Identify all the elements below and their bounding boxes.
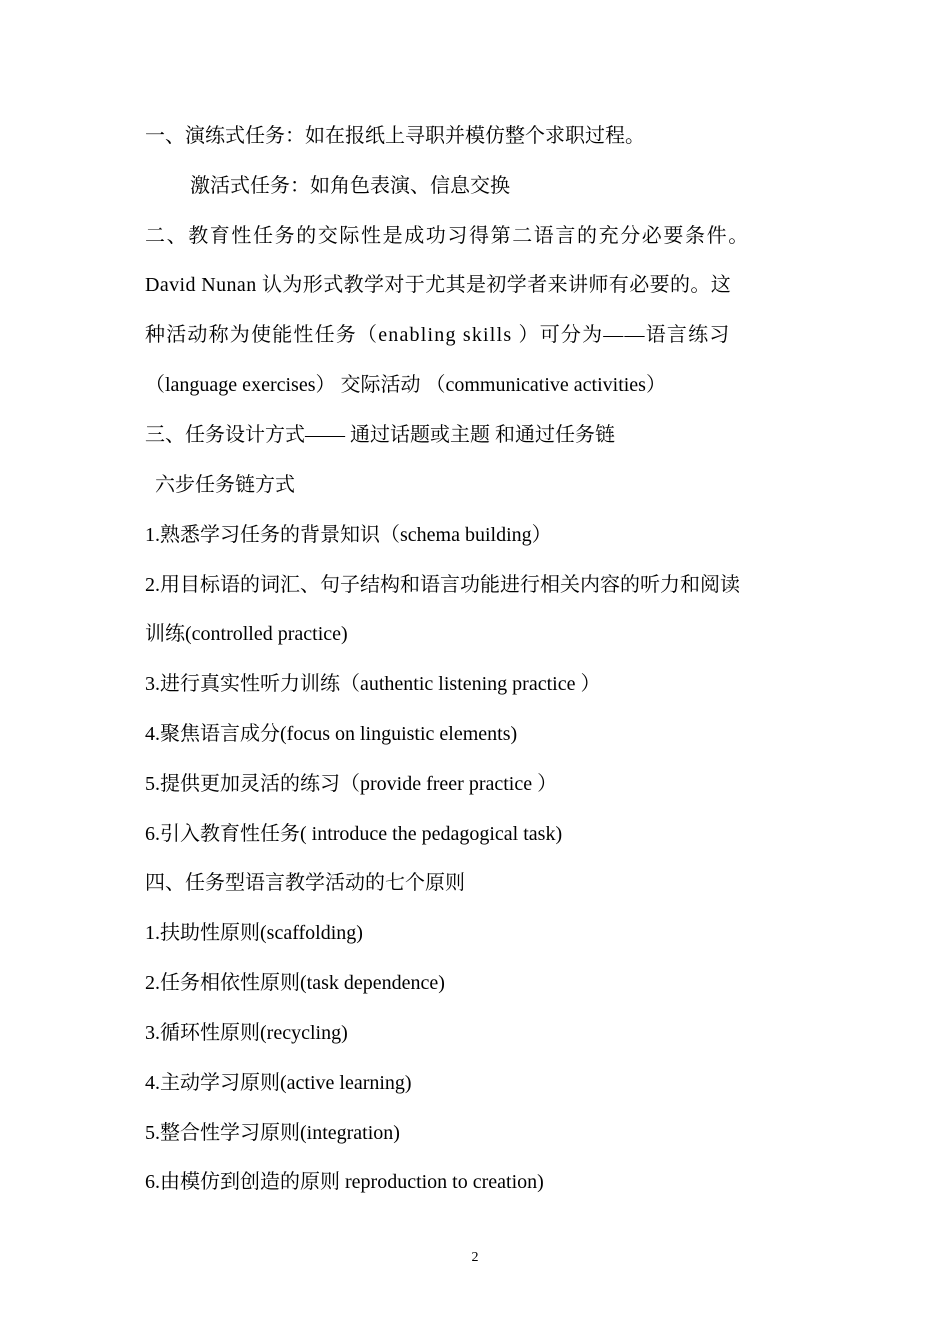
text-line: 二、教育性任务的交际性是成功习得第二语言的充分必要条件。: [145, 225, 750, 247]
text-line: 三、任务设计方式—— 通过话题或主题 和通过任务链: [145, 424, 615, 446]
text-line: 训练(controlled practice): [145, 623, 348, 645]
text-line: David Nunan 认为形式教学对于尤其是初学者来讲师有必要的。这: [145, 274, 732, 296]
text-line: 激活式任务：如角色表演、信息交换: [190, 175, 510, 197]
text-line: 3.循环性原则(recycling): [145, 1022, 348, 1044]
text-line: 5.整合性学习原则(integration): [145, 1122, 400, 1144]
text-line: 4.主动学习原则(active learning): [145, 1072, 412, 1094]
text-line: 3.进行真实性听力训练（authentic listening practice ）: [145, 673, 601, 695]
text-line: 2.任务相依性原则(task dependence): [145, 972, 445, 994]
text-line: 1.熟悉学习任务的背景知识（schema building）: [145, 524, 552, 546]
text-line: 4.聚焦语言成分(focus on linguistic elements): [145, 723, 518, 745]
text-line: 6.由模仿到创造的原则 reproduction to creation): [145, 1171, 544, 1193]
text-line: 1.扶助性原则(scaffolding): [145, 922, 363, 944]
text-line: 5.提供更加灵活的练习（provide freer practice ）: [145, 773, 558, 795]
text-line: （language exercises） 交际活动 （communicative activities）: [145, 374, 666, 396]
text-line: 四、任务型语言教学活动的七个原则: [145, 872, 465, 894]
text-line: 6.引入教育性任务( introduce the pedagogical task): [145, 823, 563, 845]
text-line: 种活动称为使能性任务（enabling skills ）可分为——语言练习: [145, 324, 731, 346]
text-line: 六步任务链方式: [155, 474, 295, 496]
text-line: 2.用目标语的词汇、句子结构和语言功能进行相关内容的听力和阅读: [145, 574, 740, 596]
page-number: 2: [471, 1250, 479, 1265]
text-line: 一、演练式任务：如在报纸上寻职并模仿整个求职过程。: [145, 125, 645, 147]
